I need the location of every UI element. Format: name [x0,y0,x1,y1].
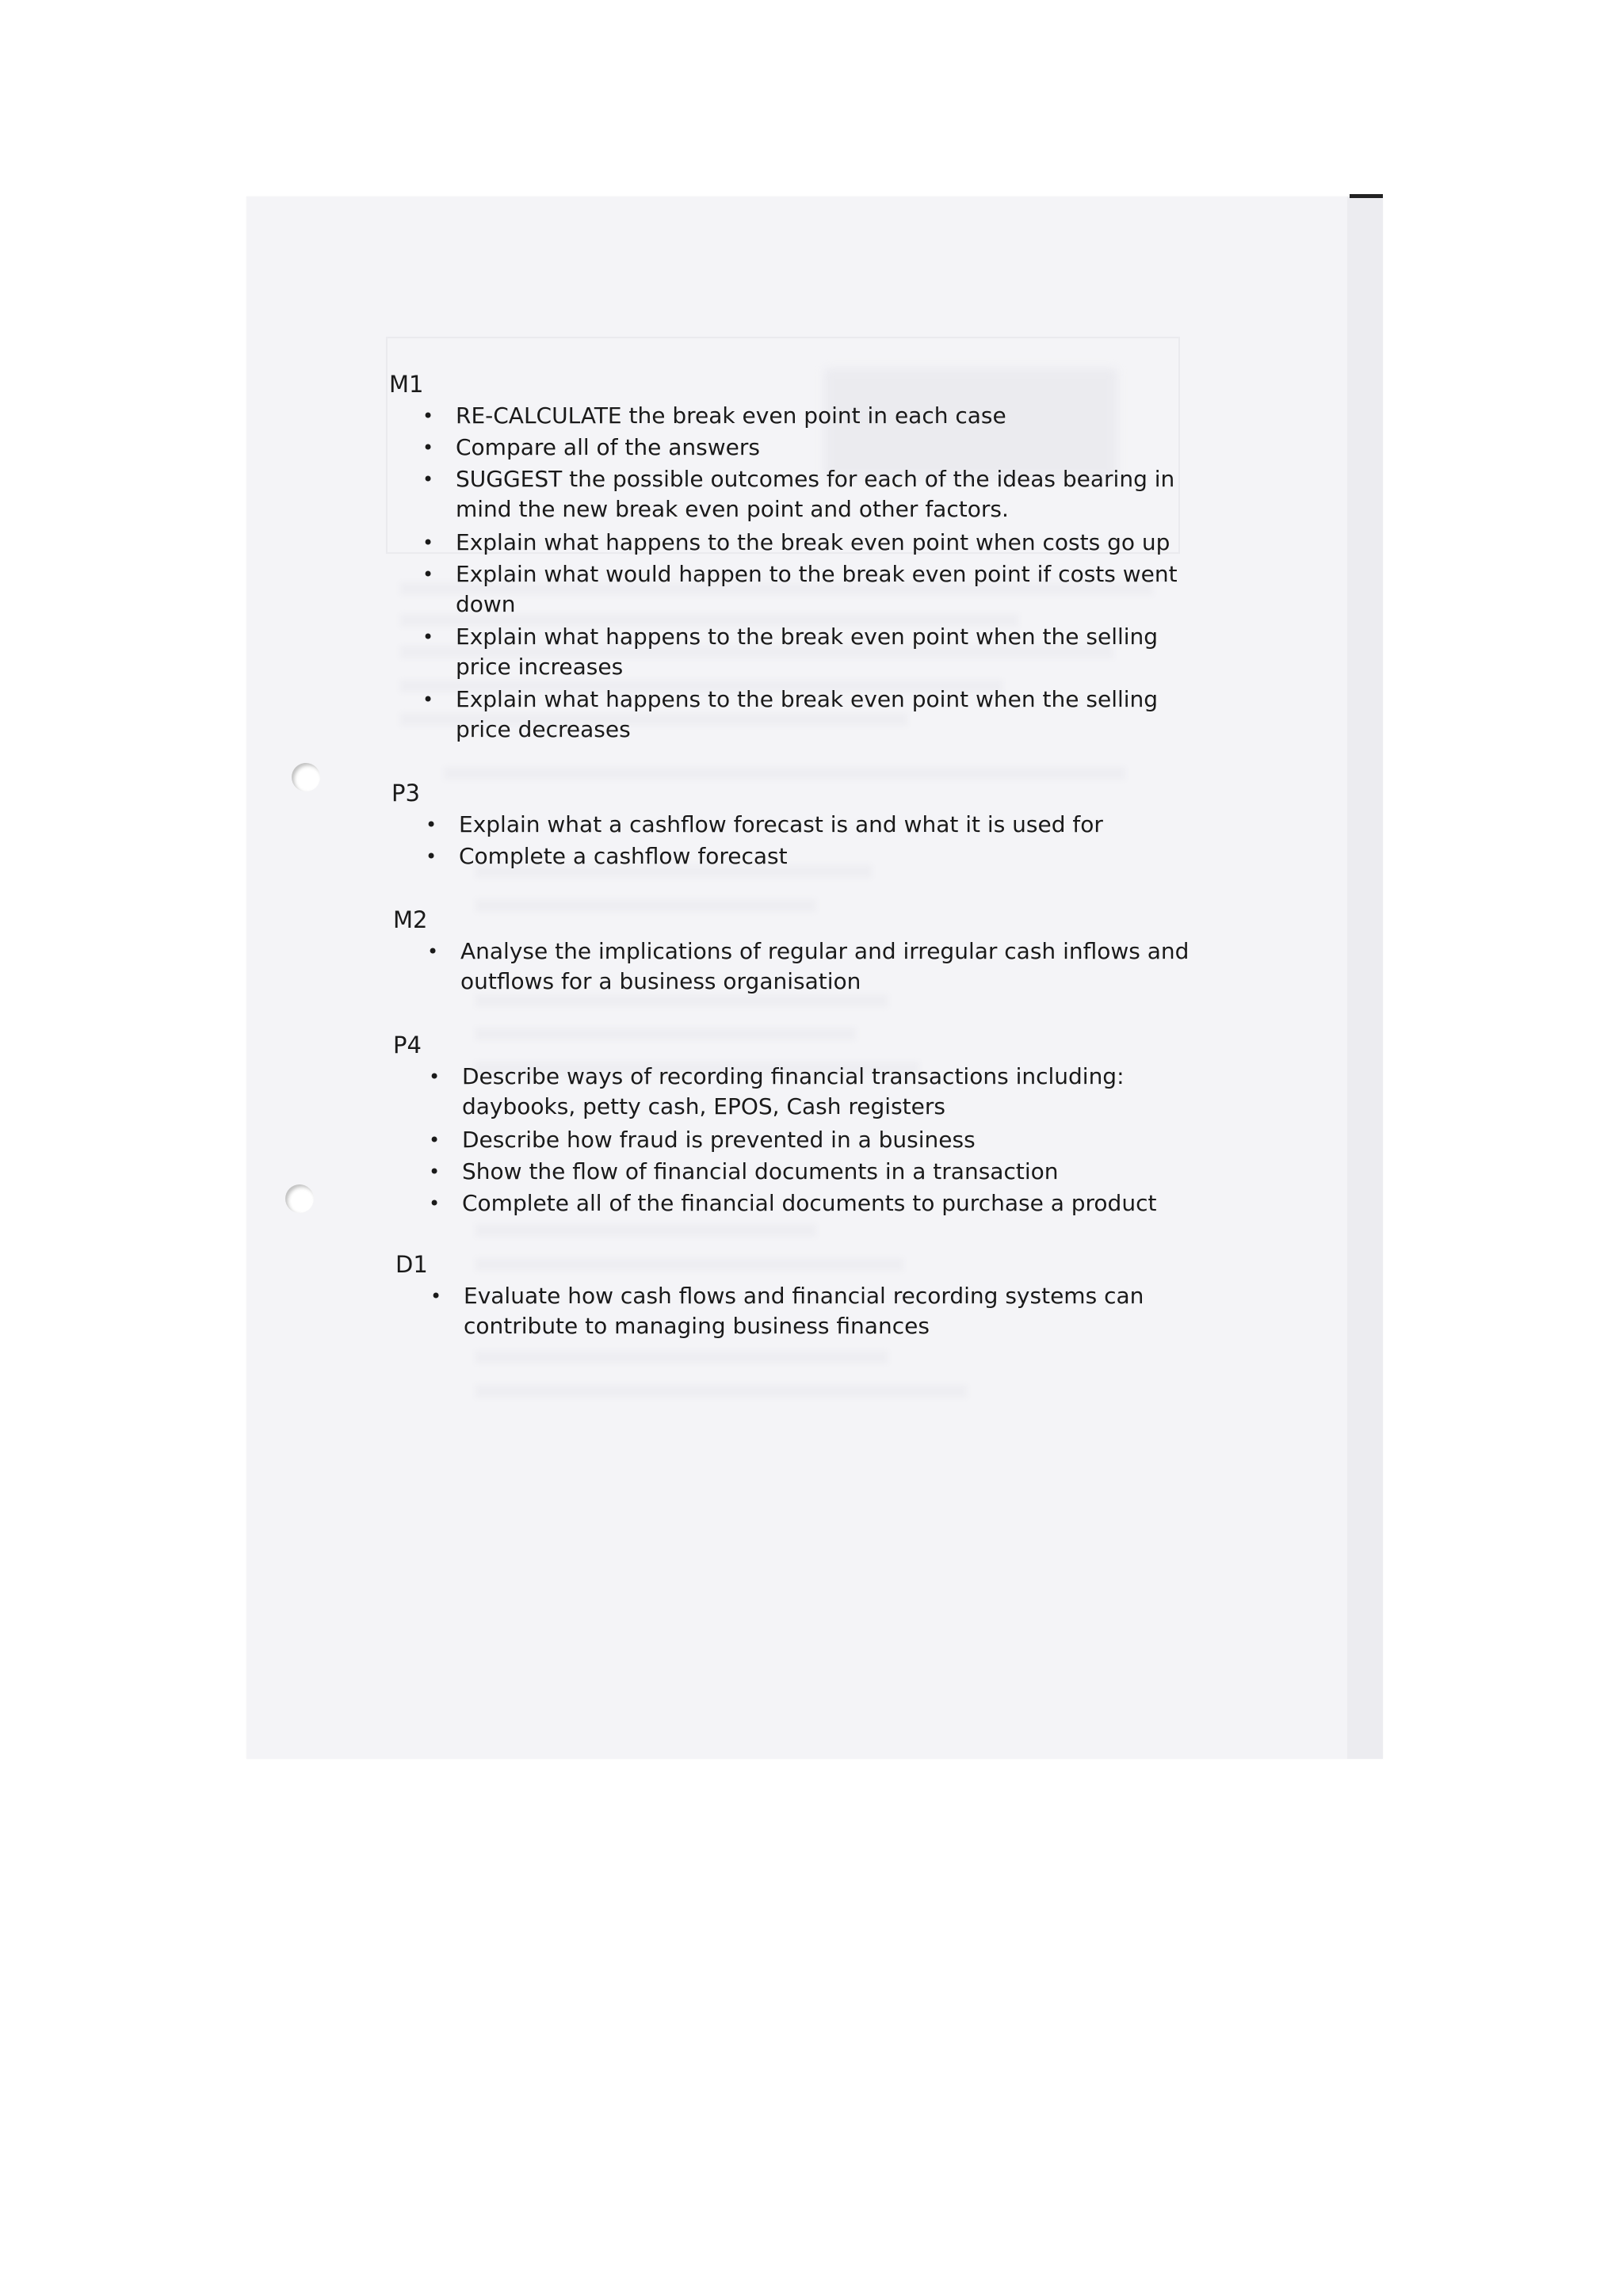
bullet: • [429,1161,441,1183]
list-item [422,559,1185,620]
list-item [429,1188,1191,1219]
item-text: Show the flow of financial documents in a transaction [462,1158,1059,1184]
bullet: • [427,940,439,963]
section-code-p3: P3 [391,780,420,807]
bullet: • [430,1285,442,1307]
bullet: • [422,563,434,585]
item-text: Explain what would happen to the break even point if costs went down [456,561,1178,617]
item-text: Explain what happens to the break even point when costs go up [456,529,1170,555]
bullet: • [422,405,434,427]
item-text: Compare all of the answers [456,434,760,460]
section-code-p4: P4 [393,1032,422,1058]
list-item [429,1062,1191,1122]
item-text: Complete a cashflow forecast [459,843,788,869]
list-item [422,528,1185,558]
section-code-d1: D1 [395,1251,428,1278]
bullet: • [429,1129,441,1151]
bullet: • [422,688,434,711]
bullet: • [422,532,434,554]
list-item [422,622,1185,682]
list-item [427,936,1190,997]
bullet: • [426,814,437,836]
bullet: • [422,626,434,648]
item-text: Describe ways of recording financial transactions including: daybooks, petty cash, EPOS, Cash registers [462,1063,1125,1119]
list-item [426,841,1188,871]
list-item [422,433,1185,463]
list-item [429,1157,1191,1187]
bullet: • [422,437,434,459]
list-item [430,1281,1193,1341]
item-text: SUGGEST the possible outcomes for each of the ideas bearing in mind the new break even point and other factors. [456,466,1175,522]
bullet: • [426,845,437,868]
item-text: Explain what happens to the break even point when the selling price increases [456,624,1159,680]
list-item [429,1125,1191,1155]
list-item [422,401,1185,431]
bullet: • [422,468,434,490]
bullet: • [429,1066,441,1088]
item-text: Explain what a cashflow forecast is and what it is used for [459,811,1103,837]
item-text: Complete all of the financial documents to purchase a product [462,1190,1157,1216]
bullet: • [429,1192,441,1215]
item-text: Evaluate how cash flows and financial recording systems can contribute to managing business finances [464,1283,1144,1339]
section-code-m2: M2 [393,906,428,933]
item-text: Describe how fraud is prevented in a business [462,1127,976,1153]
item-text: RE-CALCULATE the break even point in each case [456,402,1006,429]
section-code-m1: M1 [389,371,424,398]
item-text: Analyse the implications of regular and irregular cash inflows and outflows for a business organisation [460,938,1190,994]
list-item [426,810,1188,840]
list-item [422,685,1185,745]
list-item [422,464,1185,524]
item-text: Explain what happens to the break even point when the selling price decreases [456,686,1159,742]
